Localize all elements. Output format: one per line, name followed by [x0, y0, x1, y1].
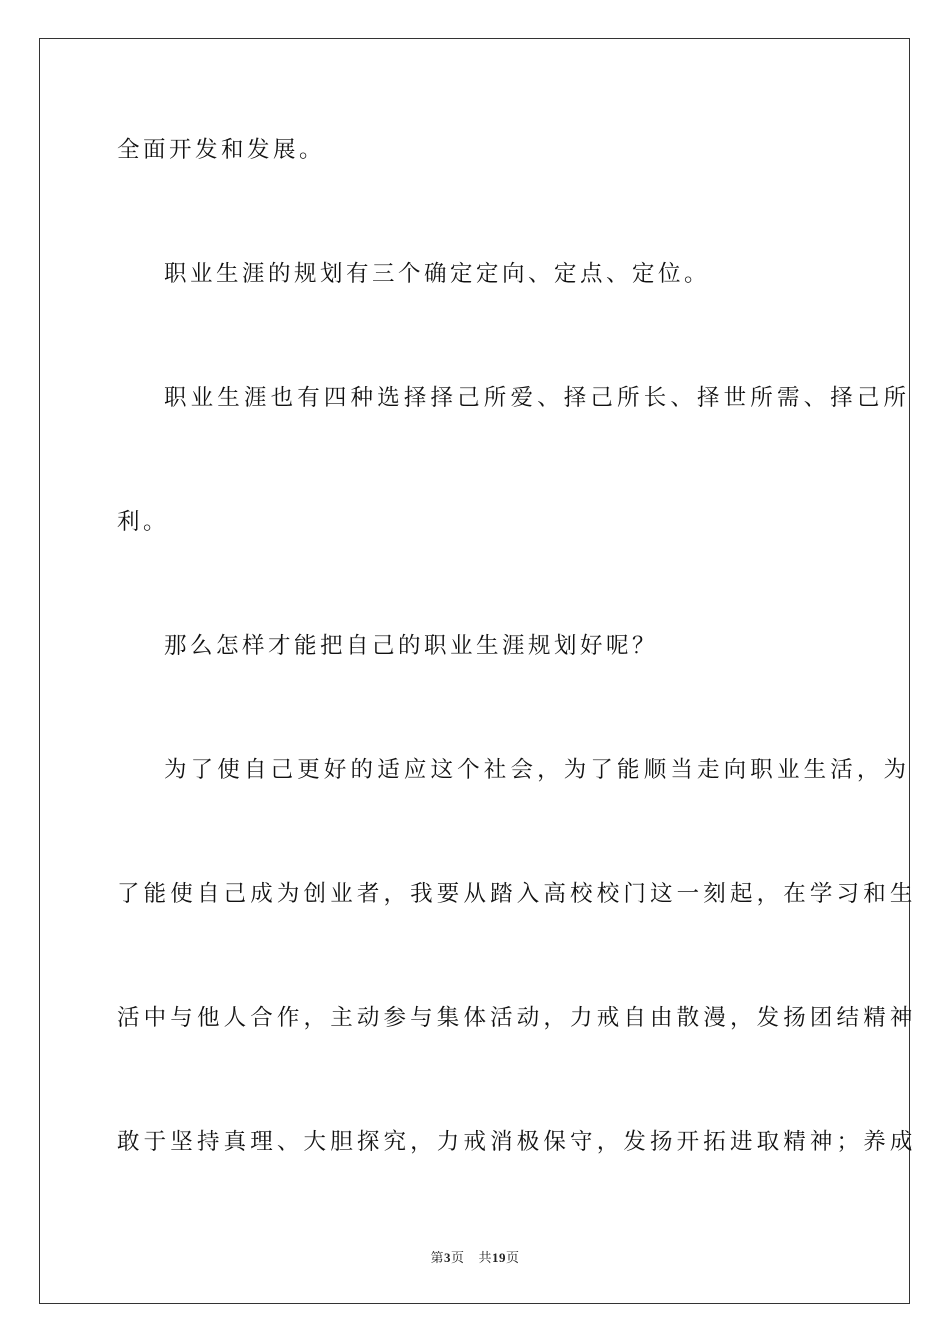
page-border [39, 38, 917, 1304]
paragraph-line-9: 敢于坚持真理、大胆探究，力戒消极保守，发扬开拓进取精神；养成 [117, 1129, 917, 1155]
paragraph-line-1: 全面开发和发展。 [117, 137, 326, 163]
paragraph-line-2: 职业生涯的规划有三个确定定向、定点、定位。 [164, 261, 711, 287]
paragraph-line-8: 活中与他人合作，主动参与集体活动，力戒自由散漫，发扬团结精神 [117, 1005, 917, 1031]
paragraph-line-3: 职业生涯也有四种选择择己所爱、择己所长、择世所需、择己所 [164, 385, 911, 411]
page-prefix: 第 [430, 1251, 444, 1266]
paragraph-line-7: 了能使自己成为创业者，我要从踏入高校校门这一刻起，在学习和生 [117, 881, 917, 907]
total-suffix: 页 [506, 1251, 520, 1266]
total-pages: 19 [492, 1250, 507, 1265]
paragraph-line-4: 利。 [117, 509, 170, 535]
page-suffix: 页 [450, 1251, 465, 1266]
page-number: 3 [443, 1250, 451, 1265]
paragraph-line-6: 为了使自己更好的适应这个社会，为了能顺当走向职业生活，为 [164, 757, 911, 783]
page-footer [0, 1250, 950, 1267]
paragraph-line-5: 那么怎样才能把自己的职业生涯规划好呢？ [164, 633, 659, 659]
total-prefix: 共 [478, 1251, 493, 1266]
